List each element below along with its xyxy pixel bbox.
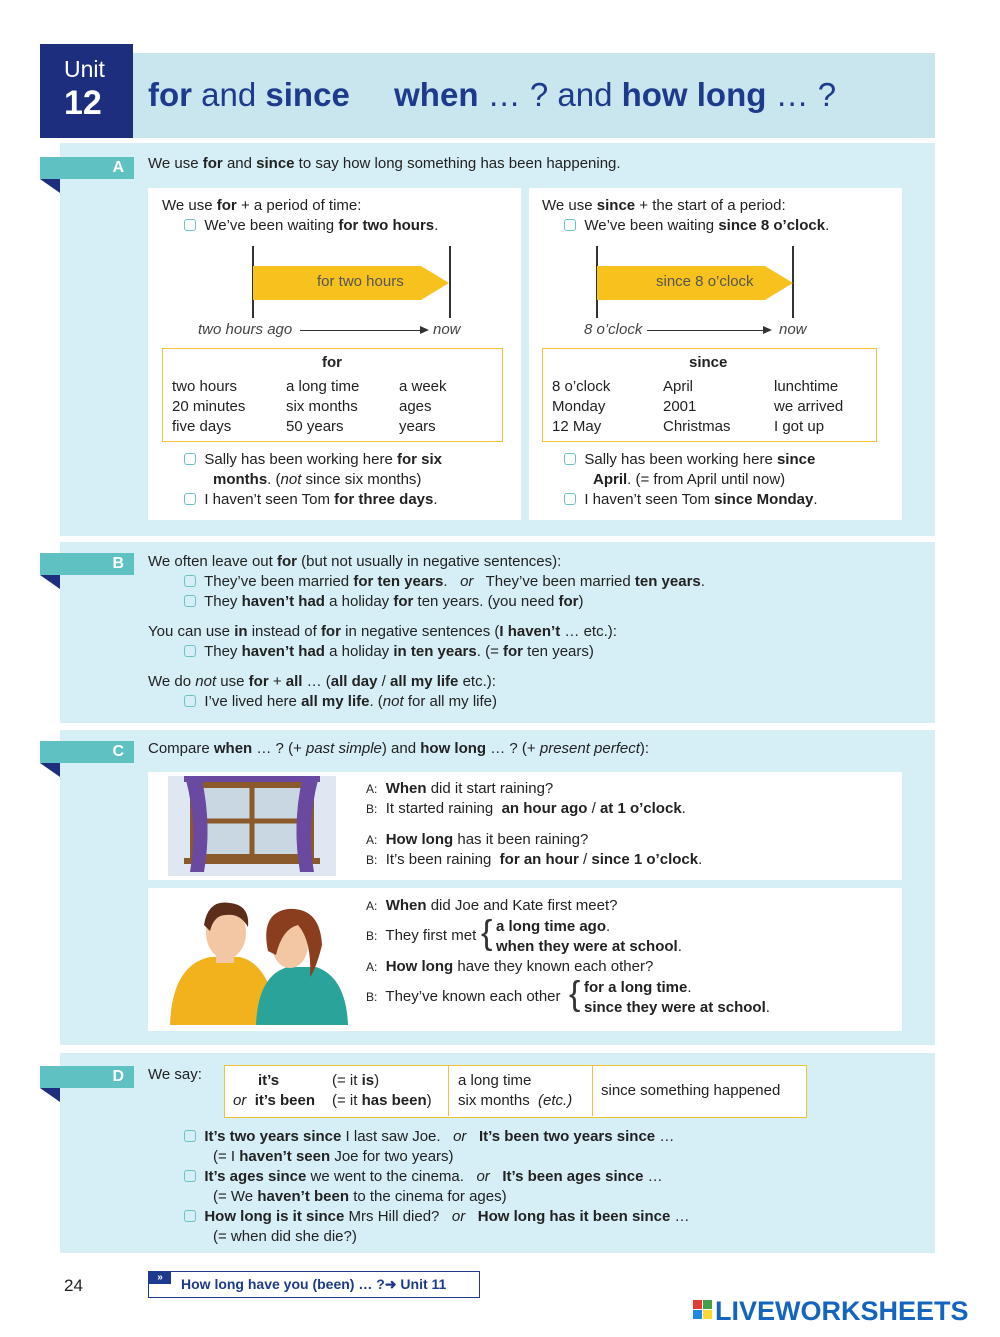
- d-example-3: How long is it since Mrs Hill died? or How long has it been since …: [184, 1208, 690, 1225]
- section-d-tab: D: [40, 1066, 134, 1088]
- title-when: when: [394, 76, 479, 113]
- bullet-icon: [184, 453, 196, 465]
- bullet-icon: [184, 595, 196, 607]
- d-example-3-note: (= when did she die?): [213, 1228, 357, 1245]
- since-col-3: lunchtime we arrived I got up: [774, 378, 844, 435]
- title-for: for: [148, 76, 192, 113]
- table-its: it’s: [258, 1072, 280, 1089]
- bullet-icon: [184, 493, 196, 505]
- couple-b2-option-1: for a long time.: [584, 979, 692, 996]
- unit-number: 12: [64, 84, 102, 122]
- rain-a1: A: When did it start raining?: [366, 780, 554, 797]
- section-c-tab: C: [40, 741, 134, 763]
- section-b-line-6: We do not use for + all … (all day / all my life etc.):: [148, 673, 496, 690]
- for-box-title: for: [322, 354, 342, 371]
- since-timeline-from: 8 o’clock: [584, 321, 643, 338]
- couple-b1-brace: {: [481, 914, 493, 952]
- since-col-1: 8 o’clock Monday 12 May: [552, 378, 611, 435]
- table-its-been-note: (= it has been): [332, 1092, 432, 1109]
- bullet-icon: [184, 1170, 196, 1182]
- bullet-icon: [184, 1210, 196, 1222]
- for-timeline-arrowhead: [420, 326, 429, 334]
- section-d-corner: [40, 1088, 60, 1102]
- section-b-line-1: We often leave out for (but not usually in negative sentences):: [148, 553, 562, 570]
- for-col-2: a long time six months 50 years: [286, 378, 360, 435]
- couple-b2-brace: {: [569, 975, 581, 1013]
- for-rule: We use for + a period of time:: [162, 197, 362, 214]
- bullet-icon: [564, 493, 576, 505]
- since-timeline-line: [647, 330, 763, 331]
- section-a-tab: A: [40, 157, 134, 179]
- couple-b2: B: They’ve known each other: [366, 988, 561, 1005]
- section-b-line-5: They haven’t had a holiday in ten years. (= for ten years): [184, 643, 594, 660]
- unit-badge: [40, 44, 133, 138]
- table-its-note: (= it is): [332, 1072, 380, 1089]
- bullet-icon: [184, 575, 196, 587]
- title-and-2: and: [557, 76, 613, 113]
- bullet-icon: [564, 453, 576, 465]
- title-how-long: how long: [621, 76, 767, 113]
- bullet-icon: [184, 695, 196, 707]
- section-b-tab: B: [40, 553, 134, 575]
- since-timeline-arrowhead: [763, 326, 772, 334]
- cross-reference-link[interactable]: [148, 1271, 480, 1298]
- for-example: We’ve been waiting for two hours.: [184, 217, 438, 234]
- couple-a2: A: How long have they known each other?: [366, 958, 654, 975]
- since-example-3: I haven’t seen Tom since Monday.: [564, 491, 818, 508]
- d-example-2-note: (= We haven’t been to the cinema for ages): [213, 1188, 507, 1205]
- table-since: since something happened: [601, 1082, 781, 1099]
- couple-b1: B: They first met: [366, 927, 477, 944]
- couple-b1-option-2: when they were at school.: [496, 938, 682, 955]
- chevron-right-icon: »: [149, 1272, 171, 1284]
- rain-a2: A: How long has it been raining?: [366, 831, 589, 848]
- section-c-corner: [40, 763, 60, 777]
- section-b-line-2: They’ve been married for ten years. or They’ve been married ten years.: [184, 573, 705, 590]
- liveworksheets-logo-icon: [693, 1300, 713, 1326]
- for-arrow-label: for two hours: [317, 273, 404, 290]
- d-example-1-note: (= I haven’t seen Joe for two years): [213, 1148, 454, 1165]
- section-c-intro: Compare when … ? (+ past simple) and how long … ? (+ present perfect):: [148, 740, 650, 757]
- section-a-intro: We use for and since to say how long something has been happening.: [148, 155, 621, 172]
- for-example-2: Sally has been working here for six: [184, 451, 442, 468]
- since-timeline-to: now: [779, 321, 807, 338]
- table-its-been: or it’s been: [233, 1092, 315, 1109]
- bullet-icon: [564, 219, 576, 231]
- table-period-1: a long time: [458, 1072, 532, 1089]
- for-timeline-to: now: [433, 321, 461, 338]
- for-col-3: a week ages years: [399, 378, 447, 435]
- section-b-line-7: I’ve lived here all my life. (not for all my life): [184, 693, 497, 710]
- bullet-icon: [184, 645, 196, 657]
- since-box-title: since: [689, 354, 728, 371]
- unit-label: Unit: [64, 56, 105, 82]
- since-arrowhead: [765, 266, 793, 300]
- since-col-2: April 2001 Christmas: [663, 378, 731, 435]
- for-col-1: two hours 20 minutes five days: [172, 378, 246, 435]
- page-number: 24: [64, 1276, 83, 1295]
- title-since: since: [265, 76, 350, 113]
- since-example-2: Sally has been working here since: [564, 451, 815, 468]
- bullet-icon: [184, 1130, 196, 1142]
- for-timeline-from: two hours ago: [198, 321, 293, 338]
- table-period-2: six months (etc.): [458, 1092, 573, 1109]
- title-and: and: [201, 76, 257, 113]
- link-label: How long have you (been) … ?➜ Unit 11: [181, 1276, 447, 1292]
- couple-b1-option-1: a long time ago.: [496, 918, 611, 935]
- section-b-line-3: They haven’t had a holiday for ten years. (you need for): [184, 593, 583, 610]
- d-example-2: It’s ages since we went to the cinema. or It’s been ages since …: [184, 1168, 663, 1185]
- title-q1: … ?: [487, 76, 549, 113]
- window-rain-illustration: [168, 776, 336, 876]
- since-example: We’ve been waiting since 8 o’clock.: [564, 217, 829, 234]
- bullet-icon: [184, 219, 196, 231]
- page-title: [148, 76, 836, 114]
- section-b-corner: [40, 575, 60, 589]
- rain-b2: B: It’s been raining for an hour / since 1 o’clock.: [366, 851, 703, 868]
- for-timeline-line: [300, 330, 420, 331]
- rain-b1: B: It started raining an hour ago / at 1 o’clock.: [366, 800, 686, 817]
- brand-name: LIVEWORKSHEETS: [715, 1296, 969, 1326]
- title-q2: … ?: [775, 76, 837, 113]
- since-rule: We use since + the start of a period:: [542, 197, 786, 214]
- since-example-2-cont: April. (= from April until now): [593, 471, 786, 488]
- for-arrowhead: [421, 266, 449, 300]
- section-b-line-4: You can use in instead of for in negative sentences (I haven’t … etc.):: [148, 623, 617, 640]
- couple-b2-option-2: since they were at school.: [584, 999, 770, 1016]
- couple-illustration: [160, 895, 350, 1025]
- we-say-label: We say:: [148, 1066, 202, 1083]
- couple-a1: A: When did Joe and Kate first meet?: [366, 897, 618, 914]
- since-arrow-label: since 8 o’clock: [656, 273, 754, 290]
- timeline-end-tick: [449, 246, 451, 318]
- for-example-3: I haven’t seen Tom for three days.: [184, 491, 438, 508]
- d-example-1: It’s two years since I last saw Joe. or It’s been two years since …: [184, 1128, 674, 1145]
- for-example-2-cont: months. (not since six months): [213, 471, 422, 488]
- section-a-corner: [40, 179, 60, 193]
